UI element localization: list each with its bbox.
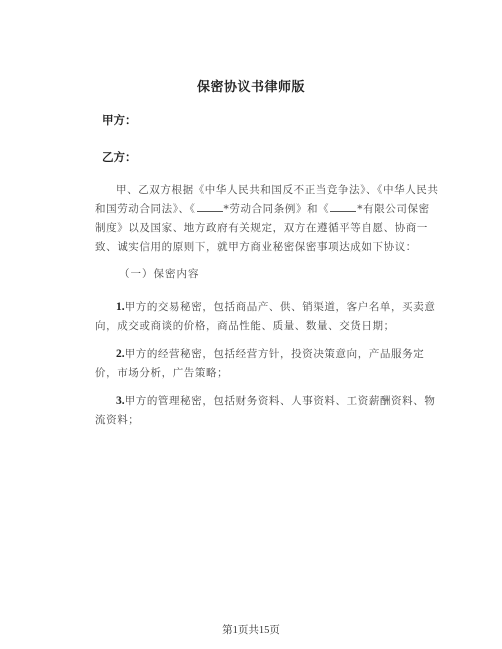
intro-paragraph [95,181,440,257]
party-b-label: 乙方： [102,150,137,164]
intro-text-part1: 甲、乙双方根据《中华人民共和国反不正当竞争法》、《中华人民共和国劳动合同法》、《 [95,184,439,215]
list-item [95,392,440,430]
item-number: 3. [116,395,125,407]
blank-field [330,201,356,212]
item-text: 甲方的交易秘密，包括商品产、供、销渠道，客户名单，买卖意向，成交或商谈的价格，商品性能、质量、数量、交货日期； [95,301,436,332]
item-text: 甲方的管理秘密，包括财务资料、人事资料、工资薪酬资料、物流资料； [95,395,436,426]
list-item [95,298,440,336]
intro-text-part3: *有限公司保密制度》以及国家、地方政府有关规定，双方在遵循平等自愿、协商一致、诚实信用的原则下，就甲方商业秘密保密事项达成如下协议： [95,203,430,253]
section-heading: （一）保密内容 [119,268,200,280]
list-item [95,345,440,383]
item-text: 甲方的经营秘密，包括经营方针，投资决策意向，产品服务定价，市场分析，广告策略； [95,348,425,379]
page-number: 第1页共15页 [222,625,280,636]
item-number: 2. [116,348,125,360]
blank-field [197,201,223,212]
document-title: 保密协议书律师版 [196,80,305,95]
party-a-label: 甲方： [102,113,137,127]
item-number: 1. [116,301,125,313]
intro-text-part2: *劳动合同条例》和《 [223,203,330,215]
